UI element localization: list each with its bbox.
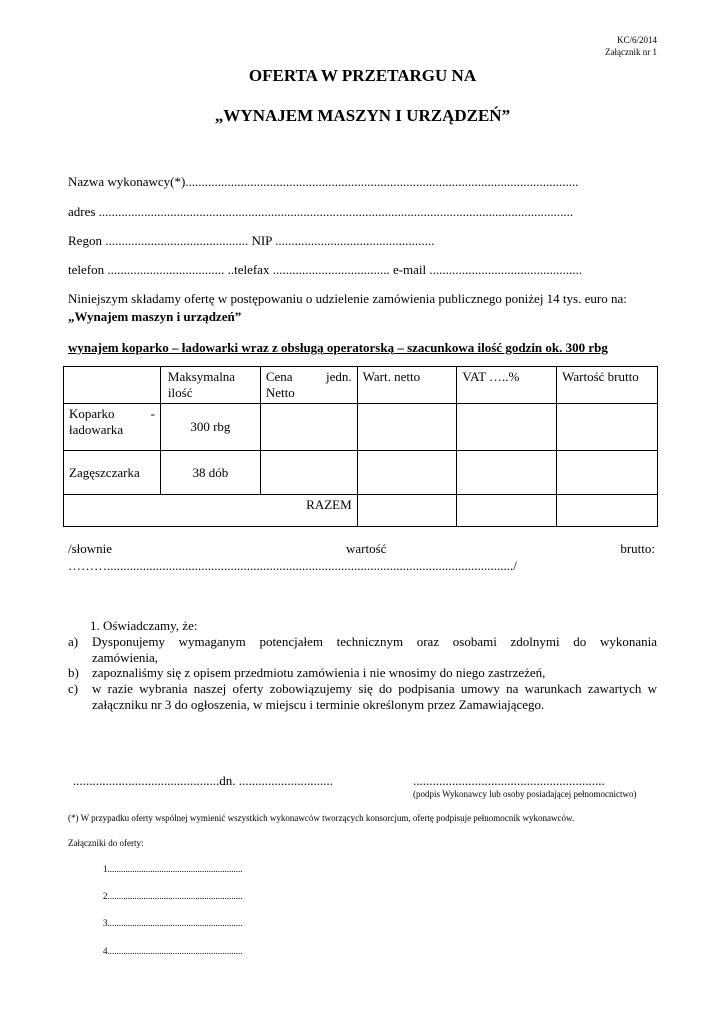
document-reference: KC/6/2014 (616, 35, 657, 45)
total-gross-input[interactable] (557, 495, 658, 527)
row-quantity: 300 rbg (190, 419, 231, 434)
net-value-input[interactable] (357, 451, 457, 495)
total-label: RAZEM (306, 497, 352, 512)
attachment-number: Załącznik nr 1 (605, 47, 657, 57)
declarations-heading: 1. Oświadczamy, że: (90, 618, 198, 633)
total-net-input[interactable] (357, 495, 457, 527)
declaration-b-label: b) (68, 665, 79, 680)
total-label-cell (64, 495, 358, 527)
row-name: Zagęszczarka (69, 464, 140, 480)
declaration-a-text: Dysponujemy wymaganym potencjałem technicznym oraz osobami zdolnymi do wykonania (92, 634, 657, 649)
declaration-a (92, 634, 657, 650)
header-price-word: Cena (265, 369, 293, 384)
row-name-hyphen: - (150, 406, 155, 421)
row-name: Koparko (69, 406, 115, 421)
document-subtitle: „WYNAJEM MASZYN I URZĄDZEŃ” (214, 106, 511, 125)
row-quantity: 38 dób (192, 464, 229, 480)
header-unit-word: jedn. (326, 369, 352, 384)
signature-field[interactable]: ........................................................... (413, 773, 605, 788)
row-name-cell (64, 451, 161, 495)
contact-field[interactable]: telefon .................................... ..telefax .................................... e-mail ............................................... (68, 262, 583, 277)
table-row (64, 404, 658, 451)
table-header-quantity (160, 367, 260, 404)
attachment-item[interactable]: 2............................................................ (103, 891, 243, 901)
vat-input[interactable] (457, 404, 557, 451)
header-quantity-label: Maksymalna ilość (167, 369, 236, 400)
total-row (64, 495, 658, 527)
unit-price-input[interactable] (260, 404, 357, 451)
attachment-item[interactable]: 4............................................................ (103, 946, 243, 956)
declaration-a-label: a) (68, 634, 79, 649)
declaration-c-continued: załączniku nr 3 do ogłoszenia, w miejscu i terminie określonym przez Zamawiającego. (92, 697, 545, 712)
attachment-item[interactable]: 1............................................................ (103, 864, 243, 874)
attachments-label: Załączniki do oferty: (68, 838, 144, 848)
document-title: OFERTA W PRZETARGU NA (248, 66, 477, 85)
unit-price-header-line (266, 369, 352, 385)
declaration-c-text: w razie wybrania naszej oferty zobowiązujemy się do podpisania umowy na warunkach zawartych w (92, 681, 657, 696)
row-quantity-cell (160, 404, 260, 451)
table-header-row (64, 367, 658, 404)
vat-input[interactable] (457, 451, 557, 495)
total-vat-input[interactable] (457, 495, 557, 527)
amount-in-words-row (68, 541, 655, 557)
declaration-c-label: c) (68, 681, 79, 696)
table-header-name (64, 367, 161, 404)
words-value-label: wartość (345, 541, 387, 556)
table-header-vat: VAT …..% (457, 367, 557, 404)
place-date-field[interactable]: .............................................dn. ............................. (73, 773, 333, 788)
intro-text: Niniejszym składamy ofertę w postępowaniu o udzielenie zamówienia publicznego poniżej 14 tys. euro na: (68, 291, 627, 306)
table-header-net-value: Wart. netto (357, 367, 457, 404)
subject-title: „Wynajem maszyn i urządzeń” (68, 309, 242, 324)
table-row (64, 451, 658, 495)
attachment-item[interactable]: 3............................................................ (103, 918, 243, 928)
amount-in-words-field[interactable]: ………............................................................................................................................./ (68, 558, 517, 573)
row-quantity-cell (160, 451, 260, 495)
words-label: /słownie (68, 541, 113, 556)
table-header-gross-value: Wartość brutto (557, 367, 658, 404)
header-net-word: Netto (265, 385, 295, 400)
gross-value-input[interactable] (557, 404, 658, 451)
unit-price-input[interactable] (260, 451, 357, 495)
gross-value-input[interactable] (557, 451, 658, 495)
contractor-name-field[interactable]: Nazwa wykonawcy(*)......................................................................................................................... (68, 174, 579, 189)
address-field[interactable]: adres .................................................................................................................................................. (68, 204, 574, 219)
declaration-a-continued: zamówienia, (92, 650, 159, 665)
words-gross-label: brutto: (620, 541, 655, 556)
scope-description: wynajem koparko – ładowarki wraz z obsługą operatorską – szacunkowa ilość godzin ok. 300 rbg (68, 340, 608, 355)
row-name-cell (64, 404, 161, 451)
footnote: (*) W przypadku oferty wspólnej wymienić wszystkich wykonawców tworzących konsorcjum, ofertę podpisuje pełnomocnik wykonawców. (68, 813, 575, 823)
row-name-line (69, 406, 155, 422)
regon-nip-field[interactable]: Regon ............................................ NIP ................................................. (68, 233, 435, 248)
row-name-continued: ładowarka (69, 422, 124, 437)
offer-table (63, 366, 658, 527)
declaration-b-text: zapoznaliśmy się z opisem przedmiotu zamówienia i nie wnosimy do niego zastrzeżeń, (92, 665, 546, 680)
signature-caption: (podpis Wykonawcy lub osoby posiadającej pełnomocnictwo) (413, 789, 637, 799)
table-header-unit-price (260, 367, 357, 404)
net-value-input[interactable] (357, 404, 457, 451)
declaration-c (92, 681, 657, 697)
